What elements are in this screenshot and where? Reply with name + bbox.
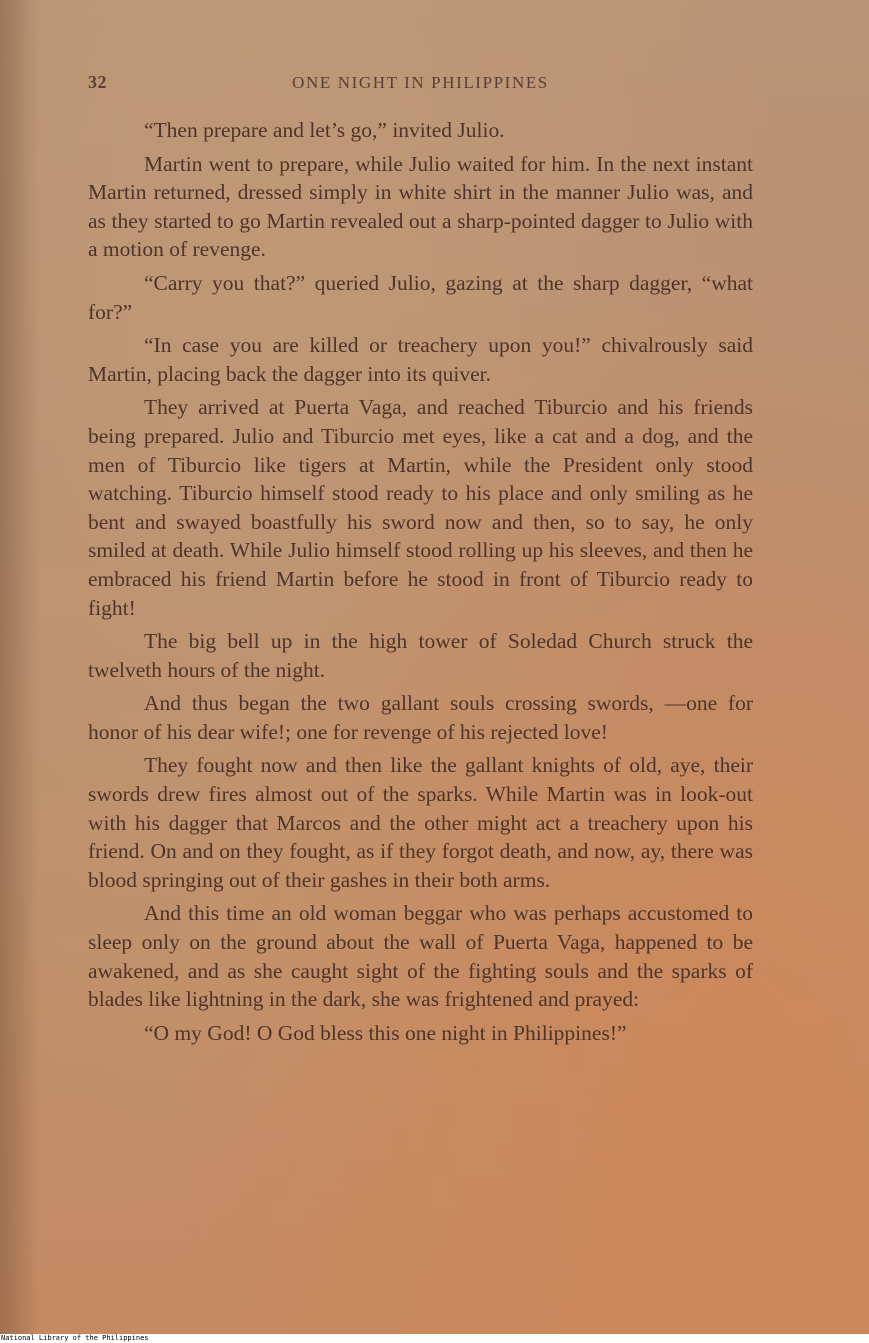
paragraph: The big bell up in the high tower of Soledad Church struck the twelveth hours of the night. (88, 629, 753, 682)
paragraph: “Then prepare and let’s go,” invited Julio. (144, 118, 505, 142)
body-text (88, 116, 753, 1052)
paragraph: They arrived at Puerta Vaga, and reached Tiburcio and his friends being prepared. Julio and Tiburcio met eyes, like a cat and a dog, and the men of Tiburcio like tigers at Martin, while the President only stood watching. Tiburcio himself stood ready to his place and only smiling as he bent and swayed boastfully his sword now and then, so to say, he only smiled at death. While Julio himself stood rolling up his sleeves, and then he embraced his friend Martin before he stood in front of Tiburcio ready to fight! (88, 395, 753, 620)
page-header (88, 72, 753, 98)
paragraph: “O my God! O God bless this one night in Philippines!” (144, 1020, 627, 1045)
paragraph: “Carry you that?” queried Julio, gazing at the sharp dagger, “what for?” (88, 270, 753, 324)
paragraph: They fought now and then like the gallant knights of old, aye, their swords drew fires almost out of the sparks. While Martin was in look-out with his dagger that Marcos and the other might act a treachery upon his friend. On and on they fought, as if they forgot death, and now, ay, there was blood springing out of their gashes in their both arms. (88, 753, 753, 892)
page-number: 32 (88, 72, 107, 92)
paragraph: And this time an old woman beggar who was perhaps accustomed to sleep only on the ground about the wall of Puerta Vaga, happened to be awakened, and as she caught sight of the fighting souls and the sparks of blades like lightning in the dark, she was frightened and prayed: (88, 901, 753, 1012)
paragraph: “In case you are killed or treachery upon you!” chivalrously said Martin, placing back the dagger into its quiver. (88, 333, 753, 386)
paragraph: And thus began the two gallant souls crossing swords, —one for honor of his dear wife!; one for revenge of his rejected love! (88, 691, 753, 744)
page-edge-shadow (0, 0, 40, 1334)
paragraph: Martin went to prepare, while Julio waited for him. In the next instant Martin returned, dressed simply in white shirt in the manner Julio was, and as they started to go Martin revealed out a sharp-pointed dagger to Julio with a motion of revenge. (88, 151, 753, 262)
running-title: ONE NIGHT IN PHILIPPINES (292, 73, 549, 92)
library-credit: National Library of the Philippines (0, 1334, 869, 1343)
